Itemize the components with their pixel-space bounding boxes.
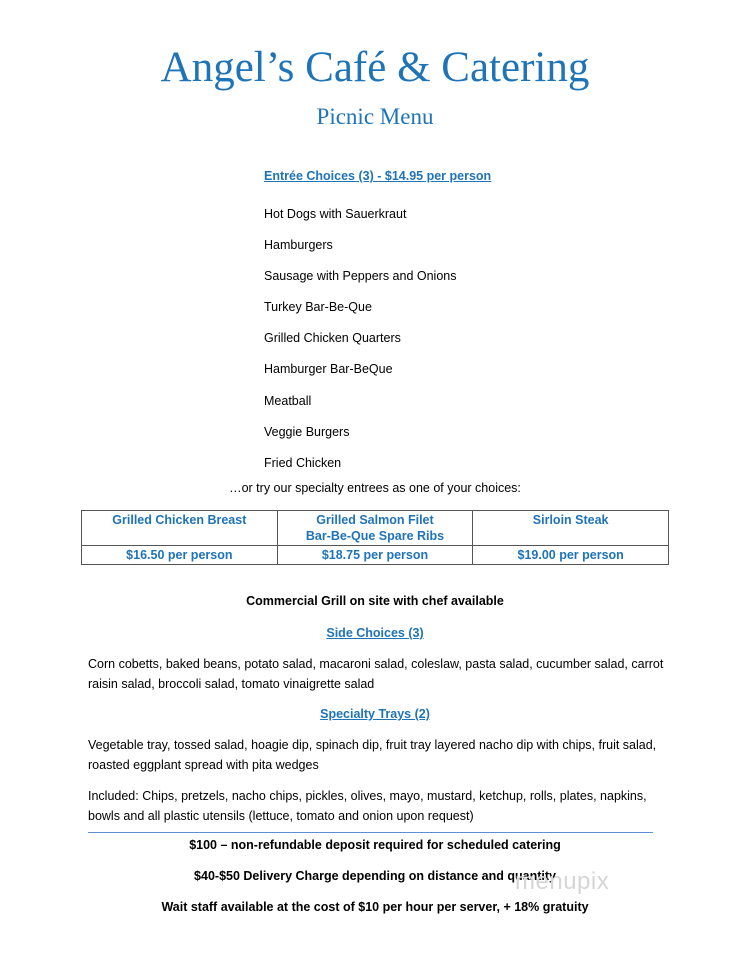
watermark-logo: menupix (515, 868, 610, 895)
list-item: Hamburgers (264, 238, 333, 253)
entree-heading: Entrée Choices (3) - $14.95 per person (264, 169, 492, 183)
delivery-note: $40-$50 Delivery Charge depending on distance and quantity (194, 869, 556, 883)
entree-list (264, 199, 457, 479)
list-item: Veggie Burgers (264, 424, 350, 439)
sides-heading: Side Choices (3) (326, 626, 424, 640)
divider (88, 832, 653, 833)
page-title: Angel’s Café & Catering (160, 44, 590, 91)
specialty-price: $18.75 per person (277, 546, 473, 565)
table-row (82, 511, 669, 546)
specialty-name-cell (277, 511, 473, 546)
grill-note: Commercial Grill on site with chef available (246, 594, 504, 608)
deposit-note: $100 – non-refundable deposit required for scheduled catering (189, 838, 561, 852)
specialty-name: Sirloin Steak (532, 513, 609, 527)
list-item: Sausage with Peppers and Onions (264, 269, 457, 284)
specialty-name-cell (473, 511, 669, 546)
page-subtitle: Picnic Menu (316, 104, 434, 129)
specialty-entree-table (81, 510, 669, 565)
specialty-price: $16.50 per person (82, 546, 278, 565)
specialty-name: Grilled Salmon Filet (316, 513, 434, 527)
list-item: Hamburger Bar-BeQue (264, 362, 393, 377)
specialty-name: Grilled Chicken Breast (112, 513, 247, 527)
specialty-name-second: Bar-Be-Que Spare Ribs (305, 529, 445, 543)
list-item: Turkey Bar-Be-Que (264, 300, 372, 315)
included-text: Included: Chips, pretzels, nacho chips, pickles, olives, mayo, mustard, ketchup, rolls, plates, napkins, bowls and all plastic utensils (lettuce, tomato and onion upon request) (88, 789, 647, 823)
specialty-intro: …or try our specialty entrees as one of your choices: (229, 481, 521, 495)
list-item: Grilled Chicken Quarters (264, 331, 401, 346)
specialty-price: $19.00 per person (473, 546, 669, 565)
table-row (82, 546, 669, 565)
list-item: Hot Dogs with Sauerkraut (264, 207, 407, 221)
sides-text: Corn cobetts, baked beans, potato salad, macaroni salad, coleslaw, pasta salad, cucumber salad, carrot raisin salad, broccoli salad, tomato vinaigrette salad (88, 657, 664, 691)
specialty-name-cell (82, 511, 278, 546)
list-item: Fried Chicken (264, 455, 342, 470)
wait-staff-note: Wait staff available at the cost of $10 per hour per server, + 18% gratuity (161, 900, 589, 914)
trays-text: Vegetable tray, tossed salad, hoagie dip, spinach dip, fruit tray layered nacho dip with chips, fruit salad, roasted eggplant spread with pita wedges (88, 738, 657, 772)
trays-heading: Specialty Trays (2) (320, 707, 430, 721)
list-item: Meatball (264, 393, 312, 408)
